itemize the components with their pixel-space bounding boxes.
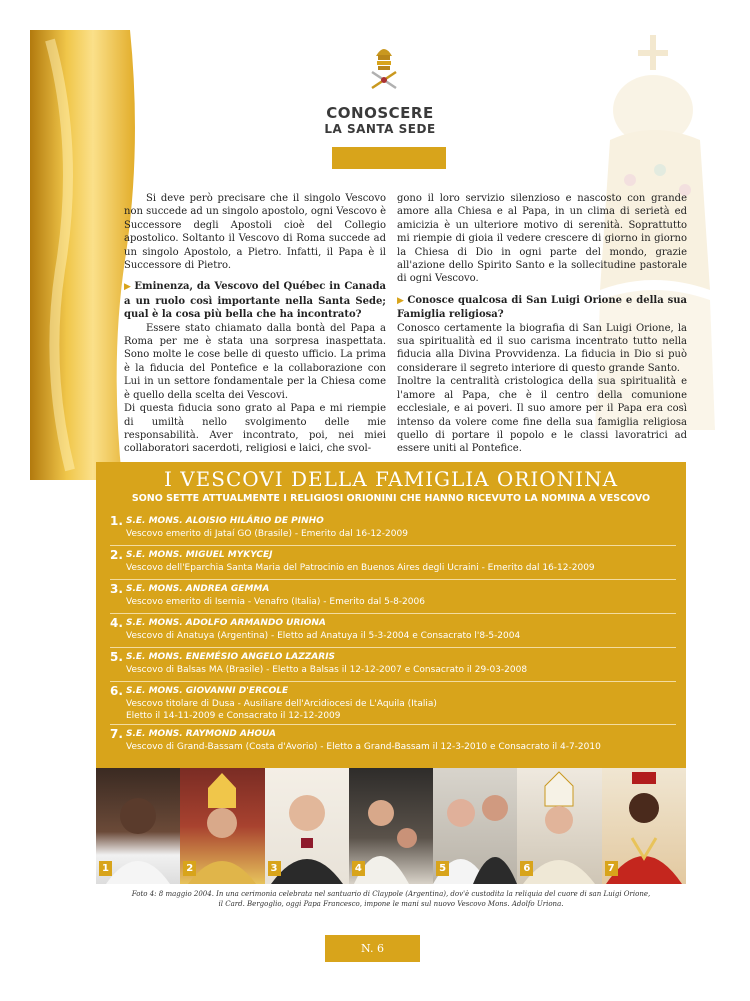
papal-keys-emblem-icon <box>366 42 402 92</box>
bishop-photo <box>265 768 349 884</box>
photo-number: 1 <box>99 861 112 876</box>
bishop-name: S.E. MONS. ALOISIO HILÁRIO DE PINHO <box>126 516 324 526</box>
bishop-description: Vescovo titolare di Dusa - Ausiliare dell'Arcidiocesi de L'Aquila (Italia) <box>126 699 437 709</box>
bishop-item <box>110 580 676 614</box>
caption-line-2: il Card. Bergoglio, oggi Papa Francesco, impone le mani sul nuovo Vescovo Mons. Adolfo Uriona. <box>218 900 564 908</box>
bishop-description: Vescovo emerito di Isernia - Venafro (Italia) - Emerito dal 5-8-2006 <box>126 597 425 607</box>
question-1-text: Eminenza, da Vescovo del Québec in Canada a un ruolo così importante nella Santa Sede; qual è la cosa più bella che ha incontrato? <box>124 281 387 321</box>
bishops-panel <box>96 462 686 768</box>
brand-line-2: LA SANTA SEDE <box>324 122 436 136</box>
bishop-photo-strip <box>96 768 686 884</box>
panel-subtitle: SONO SETTE ATTUALMENTE I RELIGIOSI ORIONINI CHE HANNO RICEVUTO LA NOMINA A VESCOVO <box>131 493 651 504</box>
bishop-name: S.E. MONS. ANDREA GEMMA <box>126 584 270 594</box>
photo-number: 5 <box>436 861 449 876</box>
bishop-description: Vescovo di Anatuya (Argentina) - Eletto ad Anatuya il 5-3-2004 e Consacrato l'8-5-2004 <box>126 631 521 641</box>
article-right-column <box>397 192 687 456</box>
photo-number: 7 <box>605 861 618 876</box>
bishop-item <box>110 648 676 682</box>
bishop-number: 2. <box>110 548 123 562</box>
brand-line-1: CONOSCERE <box>326 104 434 122</box>
bishop-item <box>110 682 676 725</box>
bishop-name: S.E. MONS. GIOVANNI D'ERCOLE <box>126 686 289 696</box>
bishop-item <box>110 614 676 648</box>
bishop-photo <box>180 768 264 884</box>
intro-paragraph: Si deve però precisare che il singolo Vescovo non succede ad un singolo apostolo, ogni Vescovo è Successore degli Apostoli cioè del Collegio apostolico. Soltanto il Vescovo di Roma succede ad un singolo Apostolo, a Pietro. Infatti, il Papa è il Successore di Pietro. <box>124 193 386 272</box>
answer-2-paragraph: Conosco certamente la biografia di San Luigi Orione, la sua spiritualità ed il suo carisma incentrato tutto nella fiducia alla Divina Provvidenza. La fiducia in Dio si può considerare il segreto interiore di questo grande Santo. <box>397 322 687 374</box>
page-number: N. 6 <box>325 935 420 962</box>
question-2 <box>397 294 687 322</box>
answer-1-paragraph: Essere stato chiamato dalla bontà del Papa a Roma per me è stata una sorpresa inaspettata. Sono molte le cose belle di questo ufficio. La prima è la fiducia del Pontefice e la collaborazione con Lui in un settore fondamentale per la Chiesa come è quello della scelta dei Vescovi. <box>124 322 386 401</box>
photo-caption <box>96 889 686 909</box>
bishop-photo <box>433 768 517 884</box>
bishop-item <box>110 512 676 546</box>
photo-number: 4 <box>352 861 365 876</box>
bishop-number: 5. <box>110 650 123 664</box>
bishop-description-line-2: Eletto il 14-11-2009 e Consacrato il 12-12-2009 <box>126 711 341 721</box>
bishops-list <box>110 512 676 759</box>
bishop-photo <box>517 768 601 884</box>
bishop-photo <box>602 768 686 884</box>
bishop-description: Vescovo emerito di Jataí GO (Brasile) - Emerito dal 16-12-2009 <box>126 529 408 539</box>
bullet-triangle-icon: ▶ <box>124 282 132 293</box>
photo-number: 3 <box>268 861 281 876</box>
answer-1-continuation: Di questa fiducia sono grato al Papa e mi riempie di umiltà nello svolgimento delle mie responsabilità. Aver incontrato, poi, nei miei collaboratori sacerdoti, religiosi e laici, che svol- <box>124 403 386 455</box>
bishop-name: S.E. MONS. RAYMOND AHOUA <box>126 729 276 739</box>
bishop-name: S.E. MONS. ENEMÉSIO ANGELO LAZZARIS <box>126 652 336 662</box>
bishop-name: S.E. MONS. ADOLFO ARMANDO URIONA <box>126 618 326 628</box>
continuation-paragraph: gono il loro servizio silenzioso e nascosto con grande amore alla Chiesa e al Papa, in un clima di serietà ed amicizia è un ulteriore motivo di serenità. Soprattutto mi riempie di gioia il vedere crescere di giorno in giorno la Chiesa di Dio in ogni parte del mondo, grazie all'azione dello Spirito Santo e la sollecitudine pastorale di ogni Vescovo. <box>397 193 687 285</box>
bishop-number: 7. <box>110 727 123 741</box>
bishop-number: 6. <box>110 684 123 698</box>
caption-line-1: Foto 4: 8 maggio 2004. In una cerimonia celebrata nel santuario di Claypole (Argentina), dov'è custodita la reliquia del cuore di san Luigi Orione, <box>131 890 651 898</box>
bishop-number: 1. <box>110 514 123 528</box>
answer-2-continuation: Inoltre la centralità cristologica della sua spiritualità e l'amore al Papa, che è il centro della comunione ecclesiale, e ai poveri. Il suo amore per il Papa era così intenso da volere come fine della sua famiglia religiosa quello di portare il popolo e le classi lavoratrici ad essere uniti al Pontefice. <box>397 376 687 455</box>
question-2-text: Conosce qualcosa di San Luigi Orione e della sua Famiglia religiosa? <box>397 294 688 321</box>
bishop-photo <box>96 768 180 884</box>
bishop-description: Vescovo di Balsas MA (Brasile) - Eletto a Balsas il 12-12-2007 e Consacrato il 29-03-2008 <box>126 665 528 675</box>
bishop-item <box>110 725 676 759</box>
bishop-photo <box>349 768 433 884</box>
brand-gold-bar <box>332 147 446 169</box>
bishop-name: S.E. MONS. MIGUEL MYKYCEJ <box>126 550 273 560</box>
photo-number: 6 <box>520 861 533 876</box>
bishop-description: Vescovo di Grand-Bassam (Costa d'Avorio) - Eletto a Grand-Bassam il 12-3-2010 e Consacrato il 4-7-2010 <box>126 742 601 752</box>
bishop-item <box>110 546 676 580</box>
brand-title <box>300 105 460 136</box>
bishop-description: Vescovo dell'Eparchia Santa Maria del Patrocinio en Buenos Aires degli Ucraini - Emerito dal 16-12-2009 <box>126 563 595 573</box>
photo-number: 2 <box>183 861 196 876</box>
panel-title: I VESCOVI DELLA FAMIGLIA ORIONINA <box>163 467 619 491</box>
bishop-number: 3. <box>110 582 123 596</box>
bishop-number: 4. <box>110 616 123 630</box>
question-1 <box>124 280 386 321</box>
article-left-column <box>124 192 386 456</box>
bullet-triangle-icon: ▶ <box>397 295 405 306</box>
